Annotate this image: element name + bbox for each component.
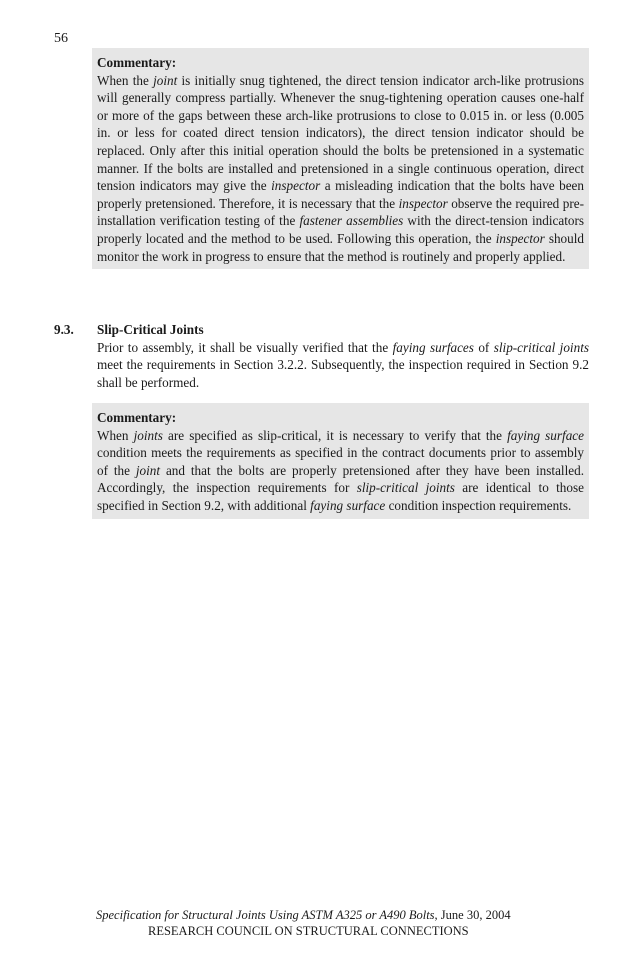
footer-spec-title: Specification for Structural Joints Using ASTM A325 or A490 Bolts xyxy=(96,908,435,922)
text-segment: observe the required pre-installation verification testing of the xyxy=(97,195,584,229)
section-number: 9.3. xyxy=(54,322,74,337)
text-segment: of xyxy=(473,339,494,355)
text-segment: Prior to assembly, it shall be visually verified that the xyxy=(97,339,393,355)
text-segment: is initially snug tightened, the direct tension indicator arch-like protrusions will generally compress partially. Whenever the snug-tightening operation causes one-half or more of the gaps between these arch-like protrusions to close to 0.015 in. or less (0.005 in. or less for coated direct tension indicators), the direct tension indicator should be replaced. Only after this initial operation should the bolts be pretensioned in a systematic manner. If the bolts are installed and pretensioned in a single continuous operation, direct tension indicators may give the xyxy=(97,72,584,194)
text-segment: with the direct-tension indicators properly located and the method to be used. Following this operation, the xyxy=(97,213,584,246)
italic-term: joints xyxy=(133,427,163,443)
section-content xyxy=(97,321,589,391)
text-segment: are identical to those specified in Section 9.2, with additional xyxy=(97,480,584,513)
text-segment: When xyxy=(97,427,134,443)
italic-term: slip-critical joints xyxy=(493,339,589,355)
text-segment: are specified as slip-critical, it is necessary to verify that the xyxy=(162,427,508,443)
italic-term: inspector xyxy=(271,178,321,194)
footer-date: , June 30, 2004 xyxy=(434,908,511,922)
italic-term: faying surface xyxy=(507,427,584,443)
commentary-text xyxy=(97,427,584,515)
text-segment: condition inspection requirements. xyxy=(385,497,572,513)
text-segment: meet the requirements in Section 3.2.2. Subsequently, the inspection required in Section 9.2 shall be performed. xyxy=(97,357,589,390)
commentary-title: Commentary: xyxy=(97,55,177,70)
commentary-box xyxy=(92,48,589,269)
italic-term: joint xyxy=(153,72,178,88)
section-title: Slip-Critical Joints xyxy=(97,322,204,337)
section-text xyxy=(97,339,589,392)
italic-term: fastener assemblies xyxy=(299,213,404,229)
italic-term: inspector xyxy=(398,195,448,211)
italic-term: joint xyxy=(135,462,161,478)
commentary-title: Commentary: xyxy=(97,410,177,425)
text-segment: a misleading indication that the bolts have been properly pretensioned. Therefore, it is necessary that the xyxy=(97,178,584,211)
page-number: 56 xyxy=(54,31,68,46)
italic-term: faying surfaces xyxy=(392,339,474,355)
commentary-box xyxy=(92,403,589,519)
text-segment: When the xyxy=(97,72,154,88)
footer-spec-line xyxy=(96,907,638,923)
italic-term: faying surface xyxy=(310,497,386,513)
italic-term: slip-critical joints xyxy=(356,480,455,496)
page-footer xyxy=(0,907,638,939)
text-segment: should monitor the work in progress to ensure that the method is routinely and properly applied. xyxy=(97,230,584,264)
text-segment: and that the bolts are properly pretensioned after they have been installed. Accordingly, the inspection requirements for xyxy=(97,462,584,496)
footer-org: RESEARCH COUNCIL ON STRUCTURAL CONNECTIONS xyxy=(148,924,469,938)
italic-term: inspector xyxy=(495,230,545,246)
section-9-3 xyxy=(54,321,589,391)
text-segment: condition meets the requirements as specified in the contract documents prior to assembly of the xyxy=(97,445,584,478)
commentary-text xyxy=(97,72,584,266)
